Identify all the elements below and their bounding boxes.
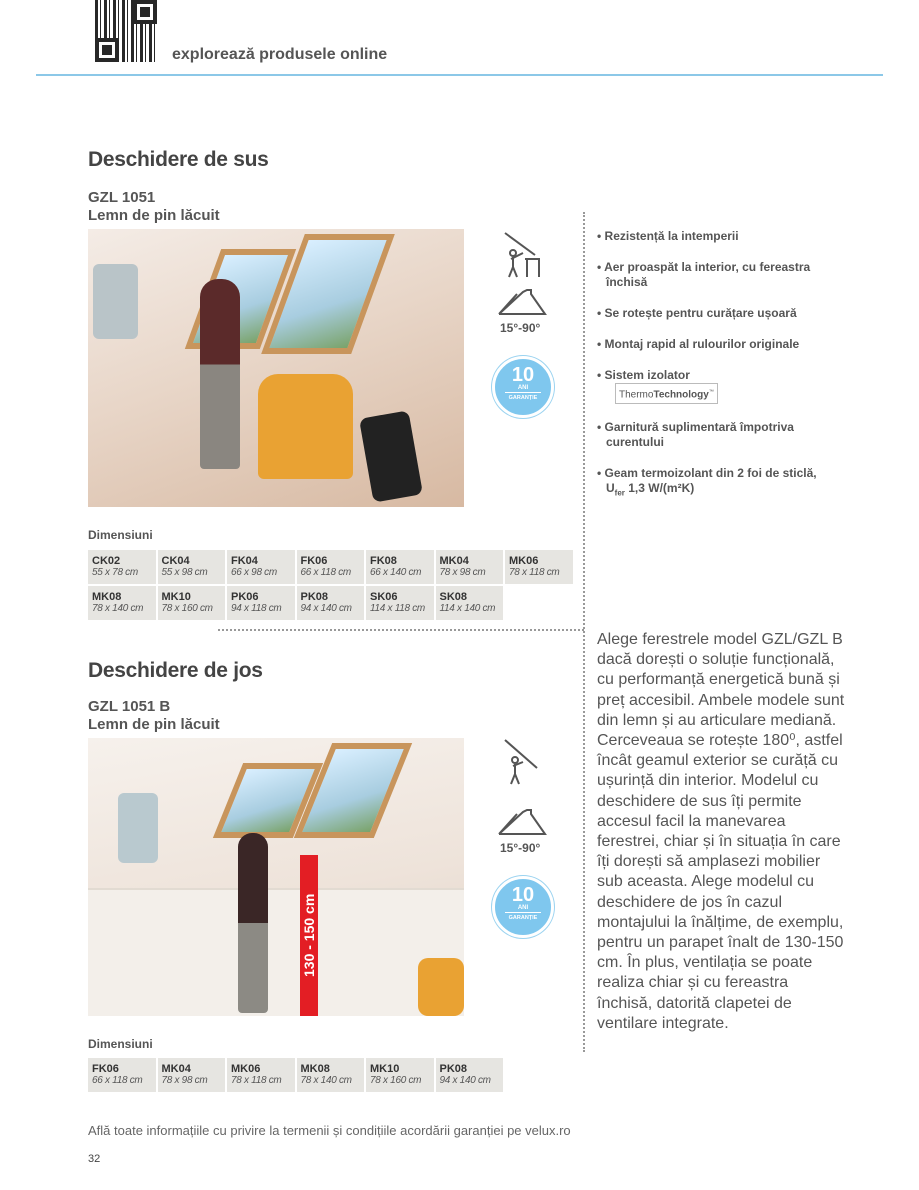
pitch-range: 15°-90° xyxy=(500,841,541,855)
size-code: MK10 xyxy=(370,1063,400,1075)
size-cell xyxy=(158,550,226,584)
size-cell xyxy=(158,1058,226,1092)
size-code: SK08 xyxy=(439,591,468,603)
sizes-grid-top xyxy=(88,550,574,620)
size-cell xyxy=(227,1058,295,1092)
thermotechnology-logo: ThermoTechnology™ xyxy=(615,383,718,404)
size-code: FK06 xyxy=(300,555,328,567)
size-cell xyxy=(88,550,156,584)
size-dimensions: 94 x 140 cm xyxy=(300,603,352,614)
size-cell xyxy=(297,550,365,584)
size-code: CK02 xyxy=(92,555,121,567)
product-photo-bottom-hung xyxy=(88,738,464,1016)
model-info-top xyxy=(88,189,220,225)
size-code: MK06 xyxy=(231,1063,261,1075)
warranty-footnote: Află toate informațiile cu privire la termenii și condițiile acordării garanției pe velux.ro xyxy=(88,1123,571,1138)
size-dimensions: 78 x 98 cm xyxy=(161,1075,208,1086)
model-info-bottom xyxy=(88,698,220,734)
size-cell xyxy=(366,550,434,584)
roof-pitch-icon xyxy=(497,808,547,843)
size-cell xyxy=(436,586,504,620)
size-code: MK06 xyxy=(509,555,539,567)
pitch-range: 15°-90° xyxy=(500,321,541,335)
size-dimensions: 114 x 118 cm xyxy=(370,603,425,614)
size-code: PK08 xyxy=(439,1063,468,1075)
feature-item: • Se rotește pentru curățare ușoară xyxy=(597,306,837,321)
size-code: FK06 xyxy=(92,1063,119,1075)
size-code: MK08 xyxy=(92,591,122,603)
size-dimensions: 78 x 160 cm xyxy=(370,1075,422,1086)
size-dimensions: 114 x 140 cm xyxy=(439,603,496,614)
size-code: MK08 xyxy=(300,1063,330,1075)
size-dimensions: 78 x 140 cm xyxy=(92,603,144,614)
operator-icon xyxy=(497,231,547,284)
size-dimensions: 66 x 140 cm xyxy=(370,567,422,578)
operator-icon xyxy=(497,738,547,791)
size-dimensions: 78 x 118 cm xyxy=(509,567,560,578)
size-dimensions: 78 x 160 cm xyxy=(161,603,213,614)
size-code: MK04 xyxy=(439,555,469,567)
size-cell xyxy=(88,586,156,620)
feature-list xyxy=(597,229,837,517)
model-material: Lemn de pin lăcuit xyxy=(88,716,220,733)
description-paragraph: Alege ferestrele model GZL/GZL B dacă dorești o soluție funcțională, cu performanță energetică bună și preț accesibil. Ambele modele sunt din lemn și au articulare mediană. Cerceveaua se rotește 180⁰, astfel încât geamul exterior se curăță cu ușurință din interior. Modelul cu deschidere de sus îți permite accesul facil la manevarea ferestrei, chiar și în situația în care îți dorești să amplasezi mobilier sub aceasta. Alege modelul cu deschidere de jos în cazul montajului la înălțime, de exemplu, pentru un parapet înalt de 130-150 cm. În plus, ventilația se poate realiza chiar și cu fereastra închisă, datorită clapetei de ventilare integrate. xyxy=(597,631,845,1032)
roof-pitch-icon xyxy=(497,288,547,323)
model-material: Lemn de pin lăcuit xyxy=(88,207,220,224)
size-code: MK10 xyxy=(161,591,191,603)
size-dimensions: 55 x 78 cm xyxy=(92,567,138,578)
size-dimensions: 94 x 140 cm xyxy=(439,1075,491,1086)
feature-item: • Montaj rapid al rulourilor originale xyxy=(597,337,837,352)
model-name: GZL 1051 xyxy=(88,189,156,206)
size-cell xyxy=(366,1058,434,1092)
dimensions-label-bottom: Dimensiuni xyxy=(88,1037,153,1051)
size-cell xyxy=(366,586,434,620)
size-dimensions: 78 x 98 cm xyxy=(439,567,486,578)
product-photo-top-hung xyxy=(88,229,464,507)
feature-item: • Geam termoizolant din 2 foi de sticlă, $U_{fer}$ 1,3 W/(m²K) xyxy=(597,466,837,500)
feature-item: • Rezistență la intemperii xyxy=(597,229,837,244)
section-title-bottom: Deschidere de jos xyxy=(88,659,263,682)
size-cell xyxy=(297,1058,365,1092)
size-code: FK04 xyxy=(231,555,258,567)
size-cell xyxy=(227,550,295,584)
size-cell xyxy=(436,1058,504,1092)
feature-item: • Sistem izolator ThermoTechnology™ xyxy=(597,368,837,404)
horizontal-divider xyxy=(218,629,584,631)
dimensions-label-top: Dimensiuni xyxy=(88,528,153,542)
size-code: SK06 xyxy=(370,591,398,603)
page-number: 32 xyxy=(88,1153,101,1165)
explore-online-label: explorează produsele online xyxy=(172,46,388,63)
section-title-top: Deschidere de sus xyxy=(88,148,269,171)
height-indicator: 130 - 150 cm xyxy=(300,855,318,1016)
size-code: CK04 xyxy=(161,555,190,567)
size-dimensions: 66 x 98 cm xyxy=(231,567,277,578)
size-code: PK06 xyxy=(231,591,259,603)
vertical-divider xyxy=(583,212,585,1052)
warranty-badge: 10 ANI GARANȚIE xyxy=(492,876,554,938)
size-cell xyxy=(227,586,295,620)
size-dimensions: 66 x 118 cm xyxy=(92,1075,143,1086)
size-dimensions: 94 x 118 cm xyxy=(231,603,282,614)
model-name: GZL 1051 B xyxy=(88,698,171,715)
size-code: PK08 xyxy=(300,591,329,603)
size-dimensions: 78 x 140 cm xyxy=(300,1075,352,1086)
warranty-badge: 10 ANI GARANȚIE xyxy=(492,356,554,418)
header-divider xyxy=(36,74,883,76)
size-cell xyxy=(505,550,573,584)
size-dimensions: 78 x 118 cm xyxy=(231,1075,282,1086)
feature-item: • Garnitură suplimentară împotriva curentului xyxy=(597,420,837,450)
size-dimensions: 66 x 118 cm xyxy=(300,567,351,578)
size-cell xyxy=(158,586,226,620)
feature-item: • Aer proaspăt la interior, cu fereastra închisă xyxy=(597,260,837,290)
size-dimensions: 55 x 98 cm xyxy=(161,567,208,578)
size-code: MK04 xyxy=(161,1063,191,1075)
qr-code[interactable] xyxy=(95,0,157,62)
size-cell xyxy=(88,1058,156,1092)
size-cell xyxy=(297,586,365,620)
size-cell xyxy=(436,550,504,584)
sizes-grid-bottom xyxy=(88,1058,574,1092)
size-code: FK08 xyxy=(370,555,397,567)
